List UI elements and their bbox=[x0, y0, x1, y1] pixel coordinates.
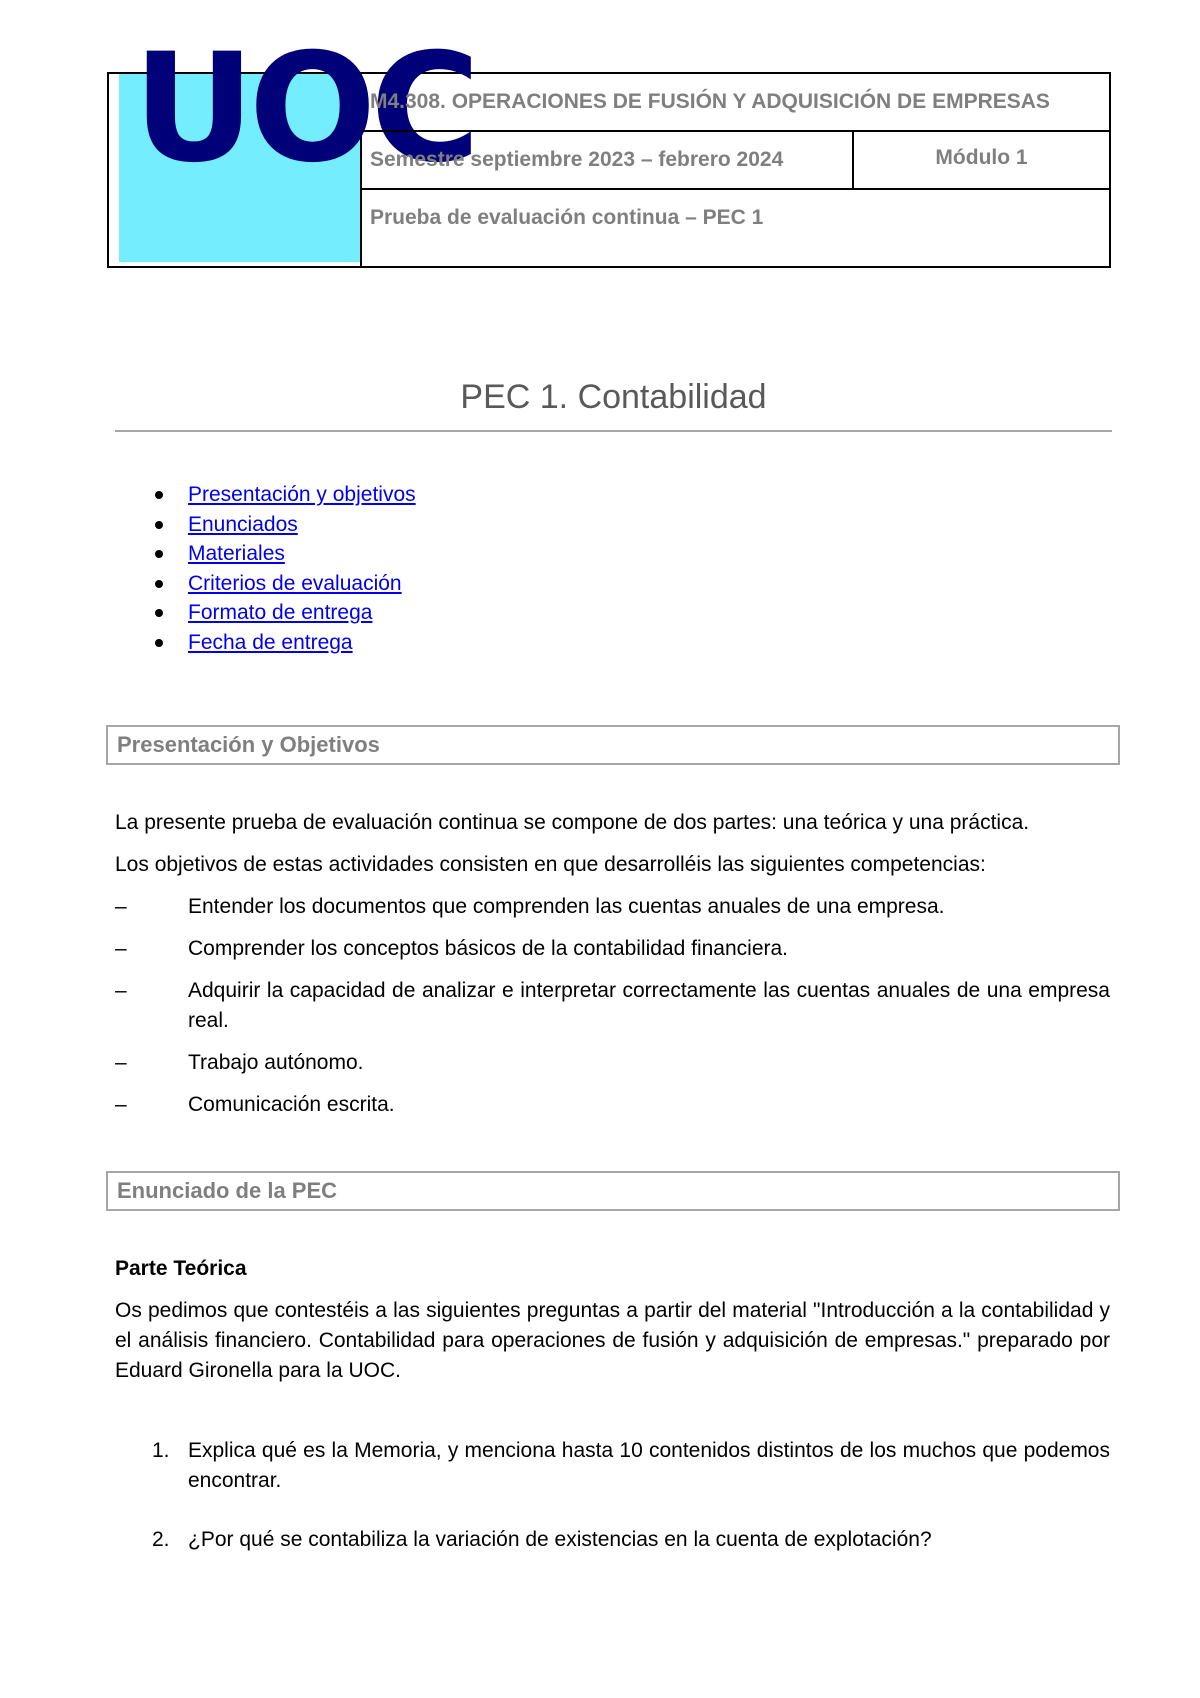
objective-text: Comprender los conceptos básicos de la contabilidad financiera. bbox=[188, 937, 789, 960]
toc-item bbox=[150, 569, 416, 599]
section-heading-presentacion: Presentación y Objetivos bbox=[106, 725, 1120, 765]
dash-marker: – bbox=[115, 1051, 127, 1074]
toc-item bbox=[150, 539, 416, 569]
uoc-logo bbox=[119, 22, 475, 262]
test-name: Prueba de evaluación continua – PEC 1 bbox=[370, 206, 764, 229]
bullet-icon bbox=[155, 521, 163, 529]
objective-text: Adquirir la capacidad de analizar e interpretar correctamente las cuentas anuales de una empresa real. bbox=[188, 979, 1110, 1032]
toc-link-presentacion[interactable]: Presentación y objetivos bbox=[188, 483, 416, 506]
objective-item bbox=[115, 934, 1110, 964]
page-title: PEC 1. Contabilidad bbox=[460, 378, 767, 416]
question-text: Explica qué es la Memoria, y menciona hasta 10 contenidos distintos de los muchos que podemos encontrar. bbox=[188, 1439, 1110, 1492]
part-subheading: Parte Teórica bbox=[115, 1257, 247, 1280]
intro-paragraph: La presente prueba de evaluación continua se compone de dos partes: una teórica y una práctica. bbox=[115, 811, 1030, 834]
dash-marker: – bbox=[115, 895, 127, 918]
dash-marker: – bbox=[115, 979, 127, 1002]
semester: Semestre septiembre 2023 – febrero 2024 bbox=[362, 132, 854, 190]
question-number: 1. bbox=[152, 1439, 170, 1462]
dash-marker: – bbox=[115, 1093, 127, 1116]
objective-text: Comunicación escrita. bbox=[188, 1093, 395, 1116]
toc-link-criterios[interactable]: Criterios de evaluación bbox=[188, 571, 402, 595]
objective-item bbox=[115, 892, 1110, 922]
bullet-icon bbox=[155, 580, 163, 588]
bullet-icon bbox=[155, 639, 163, 647]
part-intro: Os pedimos que contestéis a las siguientes preguntas a partir del material "Introducción a la contabilidad y el análisis financiero. Contabilidad para operaciones de fusión y adquisición de empresas." preparado por Eduard Gironella para la UOC. bbox=[115, 1299, 1110, 1382]
objectives-intro: Los objetivos de estas actividades consisten en que desarrolléis las siguientes competencias: bbox=[115, 853, 986, 876]
question-item bbox=[152, 1525, 1110, 1555]
toc-link-materiales[interactable]: Materiales bbox=[188, 542, 285, 565]
objective-text: Entender los documentos que comprenden las cuentas anuales de una empresa. bbox=[188, 895, 945, 918]
bullet-icon bbox=[155, 609, 163, 617]
module-label: Módulo 1 bbox=[854, 132, 1109, 190]
title-divider bbox=[115, 430, 1112, 432]
question-item bbox=[152, 1436, 1110, 1496]
toc-item bbox=[150, 628, 416, 658]
toc-item bbox=[150, 480, 416, 510]
toc-list bbox=[150, 480, 416, 657]
toc-link-enunciados[interactable]: Enunciados bbox=[188, 512, 298, 536]
question-number: 2. bbox=[152, 1528, 170, 1551]
section-heading-enunciado: Enunciado de la PEC bbox=[106, 1171, 1120, 1211]
toc-item bbox=[150, 510, 416, 540]
objective-item bbox=[115, 1048, 1110, 1078]
logo-cell bbox=[109, 22, 475, 266]
objective-item bbox=[115, 1090, 1110, 1120]
toc-link-formato[interactable]: Formato de entrega bbox=[188, 601, 373, 624]
uoc-logo-text: UOC bbox=[133, 22, 475, 196]
objective-text: Trabajo autónomo. bbox=[188, 1051, 364, 1074]
question-text: ¿Por qué se contabiliza la variación de existencias en la cuenta de explotación? bbox=[188, 1528, 932, 1551]
toc-link-fecha[interactable]: Fecha de entrega bbox=[188, 630, 353, 654]
header-table bbox=[107, 22, 1111, 268]
objective-item bbox=[115, 976, 1110, 1036]
dash-marker: – bbox=[115, 937, 127, 960]
bullet-icon bbox=[155, 550, 163, 558]
toc-item bbox=[150, 598, 416, 628]
course-title: M4.308. OPERACIONES DE FUSIÓN Y ADQUISICIÓN DE EMPRESAS bbox=[362, 74, 1109, 132]
bullet-icon bbox=[155, 491, 163, 499]
